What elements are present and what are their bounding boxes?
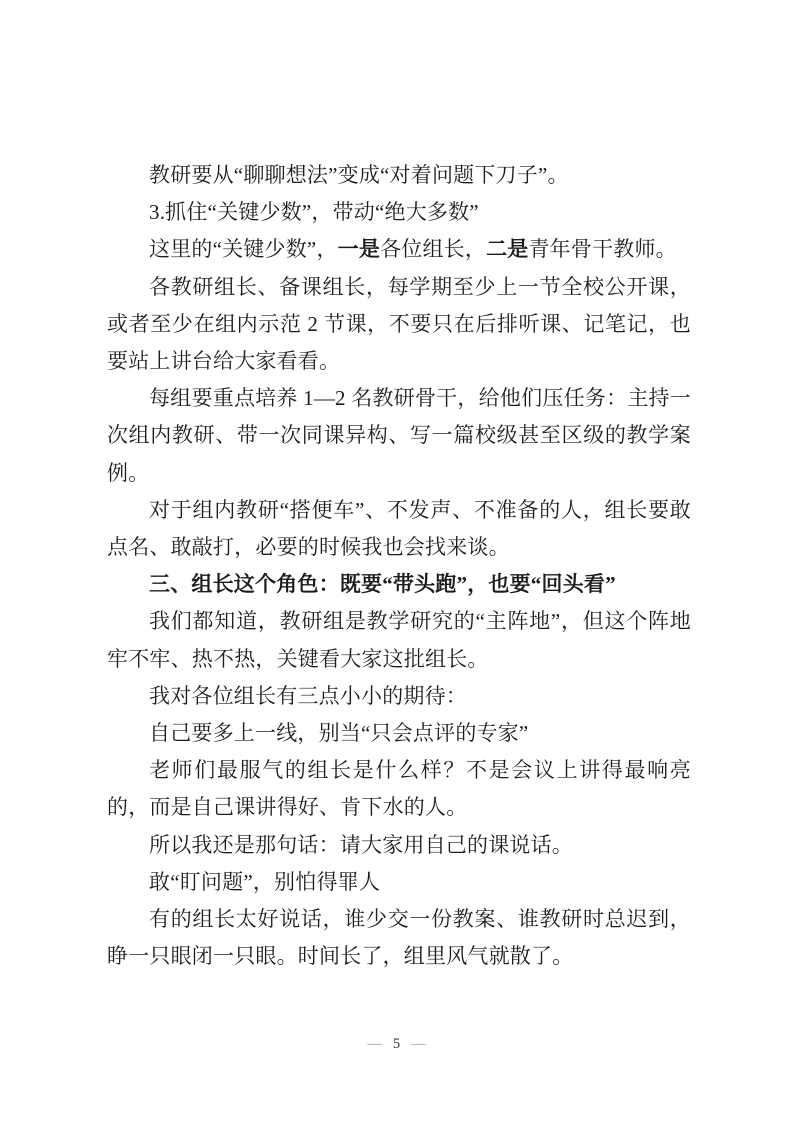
paragraph bbox=[107, 901, 691, 975]
section-heading-text: 三、组长这个角色：既要“带头跑”，也要“回头看” bbox=[149, 572, 616, 597]
paragraph-text: 各教研组长、备课组长，每学期至少上一节全校公开课，或者至少在组内示范 2 节课，不要只在后排听课、记笔记，也要站上讲台给大家看看。 bbox=[107, 274, 691, 374]
paragraph bbox=[107, 492, 691, 566]
paragraph bbox=[107, 380, 691, 492]
paragraph-text: 所以我还是那句话：请大家用自己的课说话。 bbox=[149, 832, 573, 857]
sub-heading bbox=[107, 864, 691, 901]
sub-heading-text: 敢“盯问题”，别怕得罪人 bbox=[149, 869, 381, 894]
numbered-point-heading bbox=[107, 194, 691, 231]
document-body bbox=[107, 157, 691, 975]
paragraph-text: 我对各位组长有三点小小的期待： bbox=[149, 683, 467, 708]
paragraph-text: 对于组内教研“搭便车”、不发声、不准备的人，组长要敢点名、敢敲打，必要的时候我也会找来谈。 bbox=[107, 497, 691, 560]
paragraph-text: 各位组长， bbox=[380, 237, 487, 262]
paragraph-text: 老师们最服气的组长是什么样？不是会议上讲得最响亮的，而是自己课讲得好、肯下水的人。 bbox=[107, 758, 691, 820]
paragraph-text: 我们都知道，教研组是教学研究的“主阵地”，但这个阵地牢不牢、热不热，关键看大家这批组长。 bbox=[107, 609, 691, 671]
sub-heading bbox=[107, 715, 691, 752]
paragraph bbox=[107, 231, 691, 268]
paragraph-text: 3.抓住“关键少数”，带动“绝大多数” bbox=[149, 200, 479, 225]
paragraph bbox=[107, 827, 691, 864]
section-heading bbox=[107, 566, 691, 603]
footer-dash-left: — bbox=[367, 1036, 382, 1052]
paragraph bbox=[107, 603, 691, 677]
paragraph-text: 每组要重点培养 1—2 名教研骨干，给他们压任务：主持一次组内教研、带一次同课异构、写一篇校级甚至区级的教学案例。 bbox=[107, 386, 691, 485]
paragraph bbox=[107, 678, 691, 715]
sub-heading-text: 自己要多上一线，别当“只会点评的专家” bbox=[149, 721, 529, 746]
paragraph-text: 这里的“关键少数”， bbox=[149, 237, 338, 262]
paragraph bbox=[107, 157, 691, 194]
paragraph-text: 教研要从“聊聊想法”变成“对着问题下刀子”。 bbox=[149, 163, 569, 187]
paragraph bbox=[107, 752, 691, 826]
bold-run: 二是 bbox=[486, 237, 529, 262]
paragraph-text: 有的组长太好说话，谁少交一份教案、谁教研时总迟到，睁一只眼闭一只眼。时间长了，组里风气就散了。 bbox=[107, 907, 691, 969]
bold-run: 一是 bbox=[337, 237, 381, 262]
page-footer bbox=[0, 1034, 793, 1054]
paragraph-text: 青年骨干教师。 bbox=[528, 237, 677, 262]
paragraph bbox=[107, 269, 691, 381]
footer-dash-right: — bbox=[411, 1036, 426, 1052]
page-number: 5 bbox=[392, 1036, 401, 1052]
